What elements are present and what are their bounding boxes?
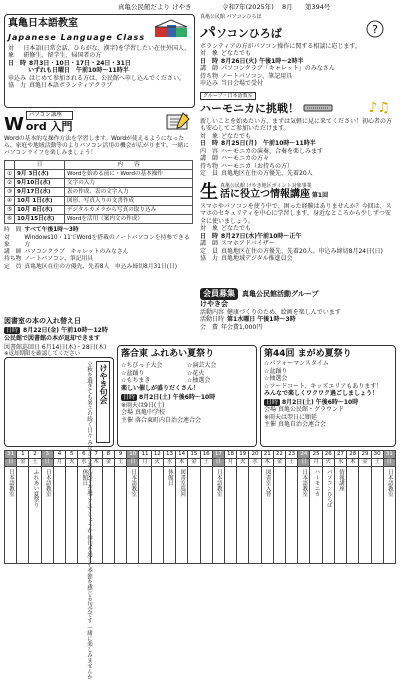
word-info-k1: 対 象: [4, 234, 16, 248]
calendar-event: [249, 467, 261, 564]
festival1-date-label: 日時: [123, 394, 136, 402]
calendar-weekday: 日: [298, 459, 310, 467]
festival2-item: ☆抽選会: [264, 375, 288, 383]
security-tag: 真亀公民館 けやき地区ポイント対象事業: [220, 183, 312, 189]
issue-number: 第394号: [305, 3, 331, 11]
calendar-day: 31: [383, 451, 395, 459]
pc-k3: 持ち物: [200, 72, 219, 80]
calendar-event: ふれあい夏祭り: [29, 467, 41, 564]
word-title-w: W: [4, 113, 24, 135]
festival2-rain: ※雨天は翌日に順延: [264, 413, 318, 421]
festival2-item: ☆盆踊り: [264, 367, 288, 375]
calendar-weekday: 土: [371, 459, 383, 467]
security-desc: スマホやパソコンを使う中で、困った経験はありませんか？今回は、スマホのセキュリティを中心に学習します。身近なところから少しずつ安全に使いましょう。: [200, 202, 392, 225]
calendar-weekday: 日: [5, 459, 17, 467]
japanese-k0: 対 象: [8, 44, 21, 59]
sec-v4: 真亀地域デジタル推進員会: [221, 255, 293, 263]
row-num: ②: [5, 179, 15, 188]
word-info-k4: 定 員: [4, 263, 22, 270]
row-content: 文字の入力: [65, 179, 193, 188]
calendar-day: 31: [5, 451, 17, 459]
calendar-event: [347, 467, 359, 564]
sec-k0: 対 象: [200, 225, 219, 233]
festival1-rain: ※雨天は9日(土): [121, 401, 165, 409]
calendar-weekday: 木: [347, 459, 359, 467]
calendar-event: [200, 467, 212, 564]
library-title: 図書室の本の入れ替え日: [4, 317, 81, 325]
calendar-event: [286, 467, 298, 564]
calendar-event: [151, 467, 163, 564]
issue-month: 8月: [282, 3, 293, 11]
hm-v5: 真亀地区在住の方優先、先着20人: [221, 170, 313, 178]
calendar-weekday: 水: [334, 459, 346, 467]
row-content: Wordを活用（案内文の作成）: [65, 215, 193, 224]
word-table-head-date: 日: [15, 161, 65, 170]
harmonica-desc: 新しいことを始めたい方、まずは気軽に見に来てください！初心者の方も安心してご参加いただけます。: [200, 117, 393, 133]
japanese-v3: はじめて参加される方は、公民館へ申し込んでください。: [29, 74, 186, 82]
calendar-weekday: 月: [139, 459, 151, 467]
calendar-event: 日本語教室: [5, 467, 17, 564]
table-row: [5, 170, 193, 179]
row-date: 10月 8日(水): [15, 206, 65, 215]
calendar-event: 情報講座: [334, 467, 346, 564]
sec-v2: スマホアドバイザー: [221, 240, 275, 248]
calendar-weekday: 火: [237, 459, 249, 467]
group-org: 真亀公民館活動グループ: [242, 289, 319, 298]
grp-v1: 第1水曜日 午後1時～3時: [227, 316, 296, 324]
calendar-event: [53, 467, 65, 564]
issue-date: 令和7年(2025年): [222, 3, 274, 11]
calendar-day: 7: [90, 451, 102, 459]
japanese-class-section: [4, 14, 195, 108]
org-name: 真亀公民館だより: [118, 3, 170, 11]
grp-v0: 健康づくりのため、絵画を楽しんでいます: [227, 308, 341, 316]
pc-k1: 日 時: [200, 57, 219, 65]
japanese-k3: 申込み: [8, 74, 27, 82]
harmonica-icon: [303, 103, 333, 116]
calendar-day: 11: [139, 451, 151, 459]
pc-plaza-tag: 真亀公民館 パソコンひろば: [200, 14, 262, 20]
sec-k2: 講 師: [200, 240, 219, 248]
festival2-place: 真亀公民館・グラウンド: [277, 406, 344, 414]
grp-k0: 活動内容: [200, 308, 225, 316]
calendar-weekday: 木: [176, 459, 188, 467]
group-sub: けやき会: [200, 300, 228, 308]
hm-k5: 定 員: [200, 170, 219, 178]
japanese-k1: 日 時: [8, 59, 27, 67]
sec-k3: 定 員: [200, 247, 219, 255]
calendar-event: ハーモニカ: [310, 467, 322, 564]
calendar-event: [139, 467, 151, 564]
calendar-event: [273, 467, 285, 564]
word-table-head-content: 内 容: [65, 161, 193, 170]
festival1-org: 落合東町内自治会連合会: [134, 416, 201, 424]
sec-k1: 日 時: [200, 232, 219, 240]
harmonica-title: ハーモニカに挑戦！: [200, 102, 299, 116]
word-info-k0: 時 間: [4, 227, 22, 234]
calendar-day: 1: [17, 451, 29, 459]
calendar-event: [188, 467, 200, 564]
row-content: Wordを始める前に・Wordの基本操作: [65, 170, 193, 179]
calendar-event: 休館日: [78, 467, 90, 564]
festival2-time: 午後6時～10時: [315, 398, 359, 406]
japanese-v2: いずれも日曜日 午前10時～11時半: [28, 67, 129, 74]
calendar-weekday: 木: [90, 459, 102, 467]
word-info-v4: 真亀地区在住の方優先、先着8人 申込み締切8月31日(日): [24, 263, 178, 270]
calendar-event: 日本語教室: [212, 467, 224, 564]
grp-k1: 活動日時: [200, 316, 225, 324]
festival2-title: 第44回 まがめ夏祭り: [264, 349, 352, 359]
calendar-event: 日本語教室: [127, 467, 139, 564]
calendar-day: 29: [359, 451, 371, 459]
calendar-weekday: 土: [200, 459, 212, 467]
security-title: 活に役立つ情報講座: [220, 189, 310, 201]
calendar-day: 14: [176, 451, 188, 459]
calendar-day: 27: [334, 451, 346, 459]
library-note: ※返却期限を確認してください: [4, 351, 81, 358]
calendar-day: 24: [298, 451, 310, 459]
row-num: ①: [5, 170, 15, 179]
security-title-s: 生: [200, 181, 218, 203]
festival1-title: 落合東 ふれあい夏祭り: [121, 349, 215, 359]
harmonica-section: [200, 92, 396, 182]
word-info-k2: 講 師: [4, 249, 22, 256]
calendar-event: 図書室巡回: [176, 467, 188, 564]
word-info-v2: パソコンクラブ キャレットのみなさん: [24, 249, 129, 256]
group-section: [200, 288, 396, 342]
calendar-day: 10: [127, 451, 139, 459]
calendar-weekday: 水: [163, 459, 175, 467]
calendar-event: [66, 467, 78, 564]
calendar-weekday: 月: [224, 459, 236, 467]
calendar-day: 3: [41, 451, 53, 459]
security-section: [200, 183, 396, 286]
festival1-section: [117, 345, 257, 447]
festival2-item: ☆フードコート、キッズエリアもあります！: [264, 382, 383, 390]
row-date: 9月 3日(水): [15, 170, 65, 179]
calendar-event: 休館日: [163, 467, 175, 564]
japanese-v0: 日本語(日常会話、ひらがな、漢字)を学習したい在住外国人、研修生、留学生、帰国者の方: [23, 44, 191, 59]
pc-plaza-desc: ボランティアの方がパソコン操作に関する相談に応じます。: [200, 42, 361, 50]
festival1-item: ☆もちまき: [121, 377, 151, 385]
calendar-day: 19: [237, 451, 249, 459]
festival2-org: 真亀自治会連合会: [277, 421, 326, 429]
table-row: [5, 197, 193, 206]
calendar-weekday: 月: [53, 459, 65, 467]
calendar-event: [102, 467, 114, 564]
monthly-calendar: [4, 450, 396, 564]
calendar-weekday: 日: [383, 459, 395, 467]
calendar-weekday: 土: [286, 459, 298, 467]
svg-text:?: ?: [372, 23, 378, 37]
word-info-v0: すべて午後1時～3時: [24, 227, 79, 234]
calendar-day: 25: [310, 451, 322, 459]
calendar-event: [359, 467, 371, 564]
table-row: [5, 206, 193, 215]
question-icon: [364, 20, 386, 41]
row-date: 10月15日(水): [15, 215, 65, 224]
row-num: ⑤: [5, 206, 15, 215]
library-date-label: 日時: [6, 326, 19, 334]
pen-icon: [165, 111, 191, 134]
calendar-day: 26: [322, 451, 334, 459]
calendar-events-row: [5, 467, 396, 564]
festival1-item: ☆花火: [187, 369, 205, 377]
row-date: 9月17日(水): [15, 188, 65, 197]
hm-v1: 8月25日(月) 午前10時～11時半: [221, 140, 316, 148]
row-content: 表の作成、表の文字入力: [65, 188, 193, 197]
calendar-weekday: 火: [322, 459, 334, 467]
festival1-time: 午後6時～10時: [172, 394, 216, 402]
calendar-day: 13: [163, 451, 175, 459]
festival2-org-label: 主催: [264, 421, 277, 429]
pc-v2: パソコンクラブ「キャレット」のみなさん: [221, 65, 335, 73]
hm-v2: ハーモニカの演奏、合奏を楽しみます: [221, 147, 324, 155]
calendar-weekday: 水: [78, 459, 90, 467]
calendar-day: 18: [224, 451, 236, 459]
hm-k4: 持ち物: [200, 162, 219, 170]
calendar-day: 6: [78, 451, 90, 459]
row-num: ⑥: [5, 215, 15, 224]
calendar-day: 5: [66, 451, 78, 459]
book-icon: [154, 19, 188, 39]
festival2-item: ☆パフォーマンスタイム: [264, 360, 329, 368]
library-line1: 8月22日(金) 午前10時～12時: [23, 326, 108, 334]
music-note-icon: ♪♫: [368, 100, 390, 117]
word-description: Wordの基本的な操作方法を学習します。Wordが使えるようになったら、家庭や地域活動等のよりパソコン活用の機会が広がります。一緒にパソコンライフを楽しみましょう！: [4, 135, 189, 157]
pc-k2: 講 師: [200, 65, 219, 73]
word-course-section: [4, 111, 195, 306]
calendar-weekday: 金: [188, 459, 200, 467]
pc-k4: 申込み: [200, 80, 219, 88]
festival1-item: ☆演芸大会: [187, 362, 217, 370]
festival1-item: ☆ちびっ子大会: [121, 362, 163, 370]
sec-v0: どなたでも: [221, 225, 252, 233]
calendar-day: 12: [151, 451, 163, 459]
hm-k1: 日 時: [200, 140, 219, 148]
row-num: ③: [5, 188, 15, 197]
calendar-event: [224, 467, 236, 564]
calendar-day: 16: [200, 451, 212, 459]
calendar-event: [114, 467, 126, 564]
festival1-date: 8月2日(土): [138, 394, 171, 402]
hm-k2: 内 容: [200, 147, 219, 155]
library-line2: 公民館で図書館の本が返却できます: [4, 335, 101, 343]
calendar-event: [17, 467, 29, 564]
pc-v0: どなたでも: [221, 50, 252, 58]
calendar-weekday: 日: [127, 459, 139, 467]
pc-v3: ノートパソコン、筆記用具: [221, 72, 293, 80]
calendar-weekdays-row: [5, 459, 396, 467]
pc-k0: 対 象: [200, 50, 219, 58]
pc-plaza-section: [200, 14, 396, 92]
pc-v1: 8月26日(火) 午後1時～2時半: [221, 57, 304, 65]
festival1-note: 楽しい催しが盛りだくさん！: [121, 384, 200, 392]
row-date: 9月10日(水): [15, 179, 65, 188]
word-schedule-table: [4, 160, 193, 224]
festival2-place-label: 会場: [264, 406, 277, 414]
calendar-weekday: 木: [261, 459, 273, 467]
festival2-date: 8月2日(土): [281, 398, 314, 406]
calendar-weekday: 土: [29, 459, 41, 467]
calendar-day: 22: [273, 451, 285, 459]
pc-plaza-title: ソコンひろば: [216, 27, 282, 40]
japanese-v4: 真亀日本語ボランティアクラブ: [29, 82, 113, 89]
calendar-weekday: 金: [273, 459, 285, 467]
table-row: [5, 179, 193, 188]
calendar-event: 日本語教室: [298, 467, 310, 564]
table-row: [5, 215, 193, 224]
row-content: 図形、写真入りの文書作成: [65, 197, 193, 206]
hm-k3: 講 師: [200, 155, 219, 163]
calendar-event: パソコンひろば: [322, 467, 334, 564]
group-title: 会員募集: [200, 288, 238, 300]
word-info-v3: ノートパソコン、筆記用具: [24, 256, 94, 263]
calendar-weekday: 金: [359, 459, 371, 467]
harmonica-tag: グループ・日本語教室: [200, 92, 256, 100]
festival1-item: ☆抽選会: [187, 377, 211, 385]
hm-v0: どなたでも: [221, 132, 252, 140]
calendar-event: [371, 467, 383, 564]
japanese-k4: 協 力: [8, 82, 27, 89]
calendar-weekday: 日: [212, 459, 224, 467]
newsletter-header: [0, 3, 400, 12]
security-sub: 第1回: [311, 192, 329, 200]
calendar-day: 20: [249, 451, 261, 459]
calendar-day: 21: [261, 451, 273, 459]
grp-k2: 会 費: [200, 323, 219, 331]
calendar-days-row: [5, 451, 396, 459]
calendar-weekday: 金: [17, 459, 29, 467]
hm-v4: ハーモニカ（お持ちの方）: [221, 162, 294, 170]
calendar-event: [237, 467, 249, 564]
calendar-weekday: 水: [249, 459, 261, 467]
calendar-day: 28: [347, 451, 359, 459]
pc-plaza-title-p: パ: [200, 22, 217, 42]
festival2-section: [260, 345, 396, 447]
calendar-day: 15: [188, 451, 200, 459]
calendar-weekday: 火: [66, 459, 78, 467]
word-tag: パソコン講座: [26, 111, 73, 120]
newsletter-name: けやき: [172, 3, 192, 11]
japanese-class-title: 真亀日本語教室: [8, 18, 78, 29]
calendar-day: 17: [212, 451, 224, 459]
calendar-day: 23: [286, 451, 298, 459]
sec-v3: 真亀地区在住の方優先、先着20人。申込み締切8月24日(日): [221, 247, 383, 255]
japanese-class-subtitle: Japanese Language Class: [8, 32, 146, 42]
grp-v2: 年会費1,000円: [221, 323, 263, 331]
calendar-weekday: 月: [310, 459, 322, 467]
calendar-event: 日本語教室: [41, 467, 53, 564]
calendar-day: 4: [53, 451, 65, 459]
festival1-place-label: 会場: [121, 409, 134, 417]
hm-v3: ハーモニカの方々: [221, 155, 270, 163]
calendar-event: [90, 467, 102, 564]
festival1-org-label: 主催: [121, 416, 134, 424]
word-info-k3: 持ち物: [4, 256, 22, 263]
haiku-label: けやき句会: [96, 361, 110, 443]
sec-v1: 8月27日(水)午前10時～正午: [221, 232, 302, 240]
library-line3: 図書館巡回日 6月14日(木)・28日(木): [4, 343, 107, 351]
sec-k4: 協 力: [200, 255, 219, 263]
calendar-day: 30: [371, 451, 383, 459]
calendar-day: 9: [114, 451, 126, 459]
japanese-v1: 8月3日・10日・17日・24日・31日: [29, 59, 131, 67]
calendar-weekday: 日: [41, 459, 53, 467]
pc-v4: 当日会場で受付: [221, 80, 264, 88]
calendar-weekday: 土: [114, 459, 126, 467]
haiku-text: 立秋を過ぎても暑さの続く日々 みなさまお元気でお過ごしでしょうか 俳句を通して季節を感じる句会です 一緒に楽しみませんか: [86, 361, 92, 680]
table-row: [5, 188, 193, 197]
word-info-v1: Windows10・11でWordを搭載のノートパソコンを持参できる方: [24, 234, 190, 248]
calendar-weekday: 金: [102, 459, 114, 467]
hm-k0: 対 象: [200, 132, 219, 140]
word-title: ord 入門: [25, 119, 73, 133]
festival2-date-label: 日時: [266, 398, 279, 406]
calendar-day: 8: [102, 451, 114, 459]
festival1-item: ☆盆踊り: [121, 369, 145, 377]
row-date: 10月 1日(水): [15, 197, 65, 206]
festival2-note: みんなで楽しくワクワク過ごしましょう！: [264, 390, 379, 398]
calendar-day: 2: [29, 451, 41, 459]
row-content: デジタルカメラから写真の取り込み: [65, 206, 193, 215]
calendar-event: 図書室入替: [261, 467, 273, 564]
calendar-event: 日本語教室: [383, 467, 395, 564]
calendar-weekday: 火: [151, 459, 163, 467]
row-num: ④: [5, 197, 15, 206]
festival1-place: 真亀中学校: [134, 409, 165, 417]
